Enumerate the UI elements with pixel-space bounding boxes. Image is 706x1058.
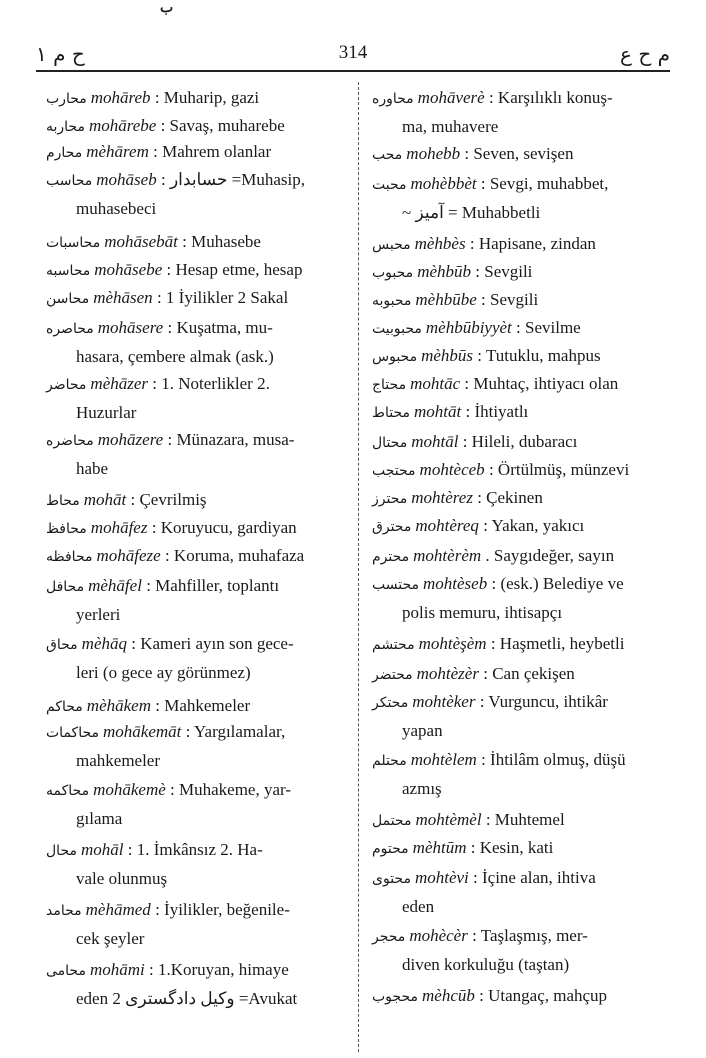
dictionary-entry [372, 398, 672, 427]
entry-definition: : Örtülmüş, münzevi [484, 460, 630, 479]
entry-definition: : Kameri ayın son gece- [127, 634, 294, 653]
entry-arabic-word: محال [46, 843, 77, 859]
entry-definition: : Savaş, muharebe [156, 116, 285, 135]
entry-arabic-word: محاكمه [46, 783, 90, 799]
entry-definition: : Münazara, musa- [163, 430, 295, 449]
entry-transliteration: mohtèşèm [418, 634, 487, 653]
dictionary-entry [372, 570, 672, 626]
entry-transliteration: mèhcūb [422, 986, 475, 1005]
dictionary-entry [372, 314, 672, 343]
entry-arabic-word: محاسن [46, 291, 90, 307]
entry-arabic-word: محبوبيت [372, 321, 422, 337]
dictionary-entry [46, 956, 346, 1012]
entry-definition: : 1 İyilikler 2 Sakal [152, 288, 289, 307]
entry-continuation: diven korkuluğu (taştan) [402, 955, 570, 974]
entry-arabic-word: محاكم [46, 699, 83, 715]
dictionary-entry [46, 896, 346, 952]
dictionary-entry [372, 370, 672, 399]
dictionary-entry [372, 688, 672, 744]
entry-definition: : Tutuklu, mahpus [473, 346, 601, 365]
entry-definition: : Kuşatma, mu- [163, 318, 273, 337]
entry-transliteration: mèhāzer [90, 374, 149, 393]
entry-definition: : Sevilme [511, 318, 581, 337]
entry-arabic-word: محاصره [46, 321, 94, 337]
entry-continuation: yerleri [76, 605, 121, 624]
dictionary-entry [372, 342, 672, 371]
entry-transliteration: mèhbès [414, 234, 466, 253]
dictionary-entry [372, 84, 672, 140]
dictionary-entry [372, 746, 672, 802]
entry-definition: : 1. Noterlikler 2. [148, 374, 270, 393]
entry-definition: : Muhasebe [177, 232, 261, 251]
dictionary-entry [372, 170, 672, 226]
entry-arabic-word: محتكر [372, 695, 409, 711]
entry-transliteration: mohārebe [88, 116, 157, 135]
entry-definition: : 1. İmkânsız 2. Ha- [123, 840, 263, 859]
entry-continuation: gılama [76, 809, 123, 828]
entry-transliteration: mohtèrèm [413, 546, 482, 565]
dictionary-entry [46, 370, 346, 426]
entry-arabic-word: محجوب [372, 989, 418, 1005]
entry-arabic-word: محتوى [372, 871, 411, 887]
entry-arabic-word: محاسبه [46, 263, 91, 279]
entry-transliteration: mohebb [406, 144, 461, 163]
entry-definition: : Utangaç, mahçup [474, 986, 608, 1005]
entry-continuation: ma, muhavere [402, 117, 499, 136]
entry-transliteration: mohāsebe [94, 260, 163, 279]
dictionary-entry [46, 284, 346, 313]
entry-continuation: azmış [402, 779, 442, 798]
dictionary-entry [46, 84, 346, 113]
entry-transliteration: mohāsebāt [104, 232, 178, 251]
entry-arabic-word: محاق [46, 637, 78, 653]
dictionary-entry [46, 166, 346, 222]
entry-definition: : Hileli, dubaracı [458, 432, 578, 451]
entry-transliteration: mohāseb [96, 170, 157, 189]
entry-arabic-word: محتسب [372, 577, 419, 593]
entry-definition: : (esk.) Belediye ve [487, 574, 624, 593]
entry-arabic-word: محاكمات [46, 725, 100, 741]
entry-transliteration: mèhāmed [85, 900, 151, 919]
entry-transliteration: mèhāsen [93, 288, 153, 307]
entry-arabic-word: محاسبات [46, 235, 101, 251]
entry-definition: : Muhtaç, ihtiyacı olan [460, 374, 619, 393]
entry-transliteration: mohtèseb [423, 574, 488, 593]
entry-transliteration: mohècèr [409, 926, 468, 945]
dictionary-entry [46, 228, 346, 257]
dictionary-entry [46, 776, 346, 832]
dictionary-entry [372, 230, 672, 259]
entry-continuation: cek şeyler [76, 929, 145, 948]
entry-arabic-word: محتشم [372, 637, 415, 653]
dictionary-entry [372, 864, 672, 920]
entry-transliteration: mohtāc [410, 374, 461, 393]
entry-transliteration: mèhārem [86, 142, 149, 161]
dictionary-entry [372, 834, 672, 863]
entry-arabic-word: محترز [372, 491, 408, 507]
entry-arabic-word: محافظه [46, 549, 93, 565]
entry-arabic-word: محبوب [372, 265, 414, 281]
entry-arabic-word: محبس [372, 237, 411, 253]
entry-transliteration: mohāreb [90, 88, 151, 107]
entry-definition: : İyilikler, beğenile- [150, 900, 290, 919]
entry-definition: : Karşılıklı konuş- [484, 88, 613, 107]
dictionary-entry [46, 256, 346, 285]
entry-transliteration: mohāfez [90, 518, 148, 537]
entry-definition: : 1.Koruyan, himaye [144, 960, 289, 979]
entry-arabic-word: محبوس [372, 349, 418, 365]
entry-transliteration: mohtāt [413, 402, 462, 421]
entry-continuation: polis memuru, ihtisapçı [402, 603, 563, 622]
dictionary-entry [372, 982, 672, 1011]
entry-continuation: leri (o gece ay görünmez) [76, 663, 251, 682]
entry-continuation: yapan [402, 721, 443, 740]
entry-transliteration: mohtèreq [415, 516, 479, 535]
dictionary-entry [372, 428, 672, 457]
entry-definition: : Mahfiller, toplantı [141, 576, 280, 595]
entry-arabic-word: محتاج [372, 377, 407, 393]
entry-definition: : Hapisane, zindan [465, 234, 596, 253]
entry-transliteration: mohāfeze [96, 546, 161, 565]
entry-continuation: habe [76, 459, 109, 478]
entry-arabic-word: محارب [46, 91, 87, 107]
dictionary-entry [46, 426, 346, 482]
dictionary-entry [372, 512, 672, 541]
entry-arabic-word: محاضره [46, 433, 94, 449]
entry-arabic-word: محبت [372, 177, 407, 193]
entry-definition: : Çekinen [472, 488, 543, 507]
entry-continuation: Huzurlar [76, 403, 137, 422]
entry-definition: : İhtilâm olmuş, düşü [476, 750, 626, 769]
entry-arabic-word: محبوبه [372, 293, 412, 309]
dictionary-entry [46, 718, 346, 774]
entry-transliteration: mèhbūbe [415, 290, 477, 309]
entry-continuation: ~ آميز = Muhabbetli [402, 203, 541, 222]
entry-definition: : Muhtemel [481, 810, 565, 829]
entry-arabic-word: محتال [372, 435, 408, 451]
entry-definition: : Çevrilmiş [126, 490, 207, 509]
entry-arabic-word: محارم [46, 145, 83, 161]
entry-definition: : Mahrem olanlar [148, 142, 272, 161]
entry-transliteration: mohāl [80, 840, 124, 859]
entry-arabic-word: محتمل [372, 813, 412, 829]
entry-arabic-word: محافظ [46, 521, 87, 537]
entry-arabic-word: محترم [372, 549, 410, 565]
dictionary-entry [46, 314, 346, 370]
dictionary-entry [372, 456, 672, 485]
entry-transliteration: mèhākem [86, 696, 151, 715]
entry-transliteration: mohtèzèr [416, 664, 479, 683]
entry-transliteration: mohtèmèl [415, 810, 482, 829]
entry-arabic-word: محتوم [372, 841, 409, 857]
entry-definition: : İçine alan, ihtiva [468, 868, 596, 887]
entry-transliteration: mohākemāt [103, 722, 182, 741]
dictionary-entry [372, 660, 672, 689]
entry-continuation: muhasebeci [76, 199, 157, 218]
dictionary-entry [372, 806, 672, 835]
entry-definition: : Hesap etme, hesap [162, 260, 303, 279]
entry-transliteration: mohāmi [89, 960, 145, 979]
header-left-guide: ح م ۱ [36, 42, 85, 66]
entry-transliteration: mohtèrez [411, 488, 473, 507]
entry-arabic-word: محامى [46, 963, 86, 979]
entry-definition: : Koruyucu, gardiyan [147, 518, 297, 537]
dictionary-entry [46, 486, 346, 515]
dictionary-entry [372, 630, 672, 659]
page-header [36, 38, 670, 72]
entry-transliteration: mohèbbèt [410, 174, 477, 193]
entry-arabic-word: محاط [46, 493, 80, 509]
entry-transliteration: mèhāfel [88, 576, 142, 595]
entry-transliteration: mohāzere [97, 430, 164, 449]
entry-definition: : حسابدار =Muhasip, [156, 170, 306, 189]
entry-definition: : Sevgi, muhabbet, [476, 174, 609, 193]
header-rule [36, 70, 670, 72]
entry-definition: : Mahkemeler [151, 696, 251, 715]
entry-arabic-word: محاضر [46, 377, 87, 393]
entry-continuation: eden [402, 897, 435, 916]
dictionary-entry [372, 922, 672, 978]
entry-definition: : Kesin, kati [466, 838, 554, 857]
entry-arabic-word: محاوره [372, 91, 414, 107]
entry-arabic-word: محترق [372, 519, 412, 535]
entry-arabic-word: محافل [46, 579, 85, 595]
column-divider [358, 82, 359, 1052]
entry-arabic-word: محتضر [372, 667, 413, 683]
entry-arabic-word: محاربه [46, 119, 85, 135]
entry-transliteration: mèhāq [81, 634, 127, 653]
entry-definition: : Koruma, muhafaza [160, 546, 305, 565]
entry-continuation: eden 2 وكيل دادگسترى =Avukat [76, 989, 298, 1008]
entry-arabic-word: محتجب [372, 463, 416, 479]
dictionary-entry [372, 140, 672, 169]
entry-arabic-word: محتلم [372, 753, 407, 769]
entry-definition: : Sevgili [471, 262, 533, 281]
entry-definition: : Seven, sevişen [460, 144, 574, 163]
entry-transliteration: mèhtūm [412, 838, 467, 857]
entry-transliteration: mohāt [83, 490, 127, 509]
entry-continuation: mahkemeler [76, 751, 161, 770]
page-top-mark: ب [160, 0, 174, 16]
dictionary-entry [46, 572, 346, 628]
dictionary-entry [46, 112, 346, 141]
entry-arabic-word: محتاط [372, 405, 410, 421]
entry-definition: : Can çekişen [478, 664, 575, 683]
entry-definition: : Muhakeme, yar- [165, 780, 292, 799]
entry-definition: : Muharip, gazi [150, 88, 260, 107]
entry-definition: : Taşlaşmış, mer- [467, 926, 588, 945]
dictionary-entry [46, 692, 346, 721]
page-number: 314 [338, 42, 368, 63]
entry-definition: . Saygıdeğer, sayın [481, 546, 615, 565]
dictionary-entry [372, 286, 672, 315]
entry-definition: : İhtiyatlı [461, 402, 529, 421]
dictionary-entry [46, 836, 346, 892]
dictionary-entry [46, 542, 346, 571]
entry-definition: : Yargılamalar, [181, 722, 286, 741]
dictionary-entry [372, 484, 672, 513]
entry-transliteration: mohāverè [417, 88, 485, 107]
entry-arabic-word: محامد [46, 903, 82, 919]
entry-transliteration: mèhbūb [417, 262, 472, 281]
entry-transliteration: mohtèceb [419, 460, 485, 479]
entry-transliteration: mohtèvi [414, 868, 469, 887]
entry-transliteration: mohtèker [412, 692, 476, 711]
entry-definition: : Vurguncu, ihtikâr [475, 692, 608, 711]
entry-continuation: hasara, çembere almak (ask.) [76, 347, 274, 366]
dictionary-entry [46, 138, 346, 167]
entry-arabic-word: محجر [372, 929, 406, 945]
entry-arabic-word: محاسب [46, 173, 93, 189]
dictionary-entry [46, 514, 346, 543]
dictionary-entry [372, 258, 672, 287]
entry-transliteration: mohtèlem [410, 750, 477, 769]
entry-transliteration: mohtāl [411, 432, 459, 451]
entry-definition: : Haşmetli, heybetli [486, 634, 625, 653]
entry-definition: : Sevgili [476, 290, 539, 309]
dictionary-entry [46, 630, 346, 686]
entry-continuation: vale olunmuş [76, 869, 168, 888]
entry-transliteration: mèhbūbiyyèt [425, 318, 512, 337]
entry-arabic-word: محب [372, 147, 403, 163]
entry-transliteration: mohāsere [97, 318, 164, 337]
entry-transliteration: mohākemè [93, 780, 166, 799]
entry-definition: : Yakan, yakıcı [478, 516, 585, 535]
dictionary-entry [372, 542, 672, 571]
entry-transliteration: mèhbūs [421, 346, 474, 365]
header-right-guide: م ح ع [620, 42, 670, 66]
